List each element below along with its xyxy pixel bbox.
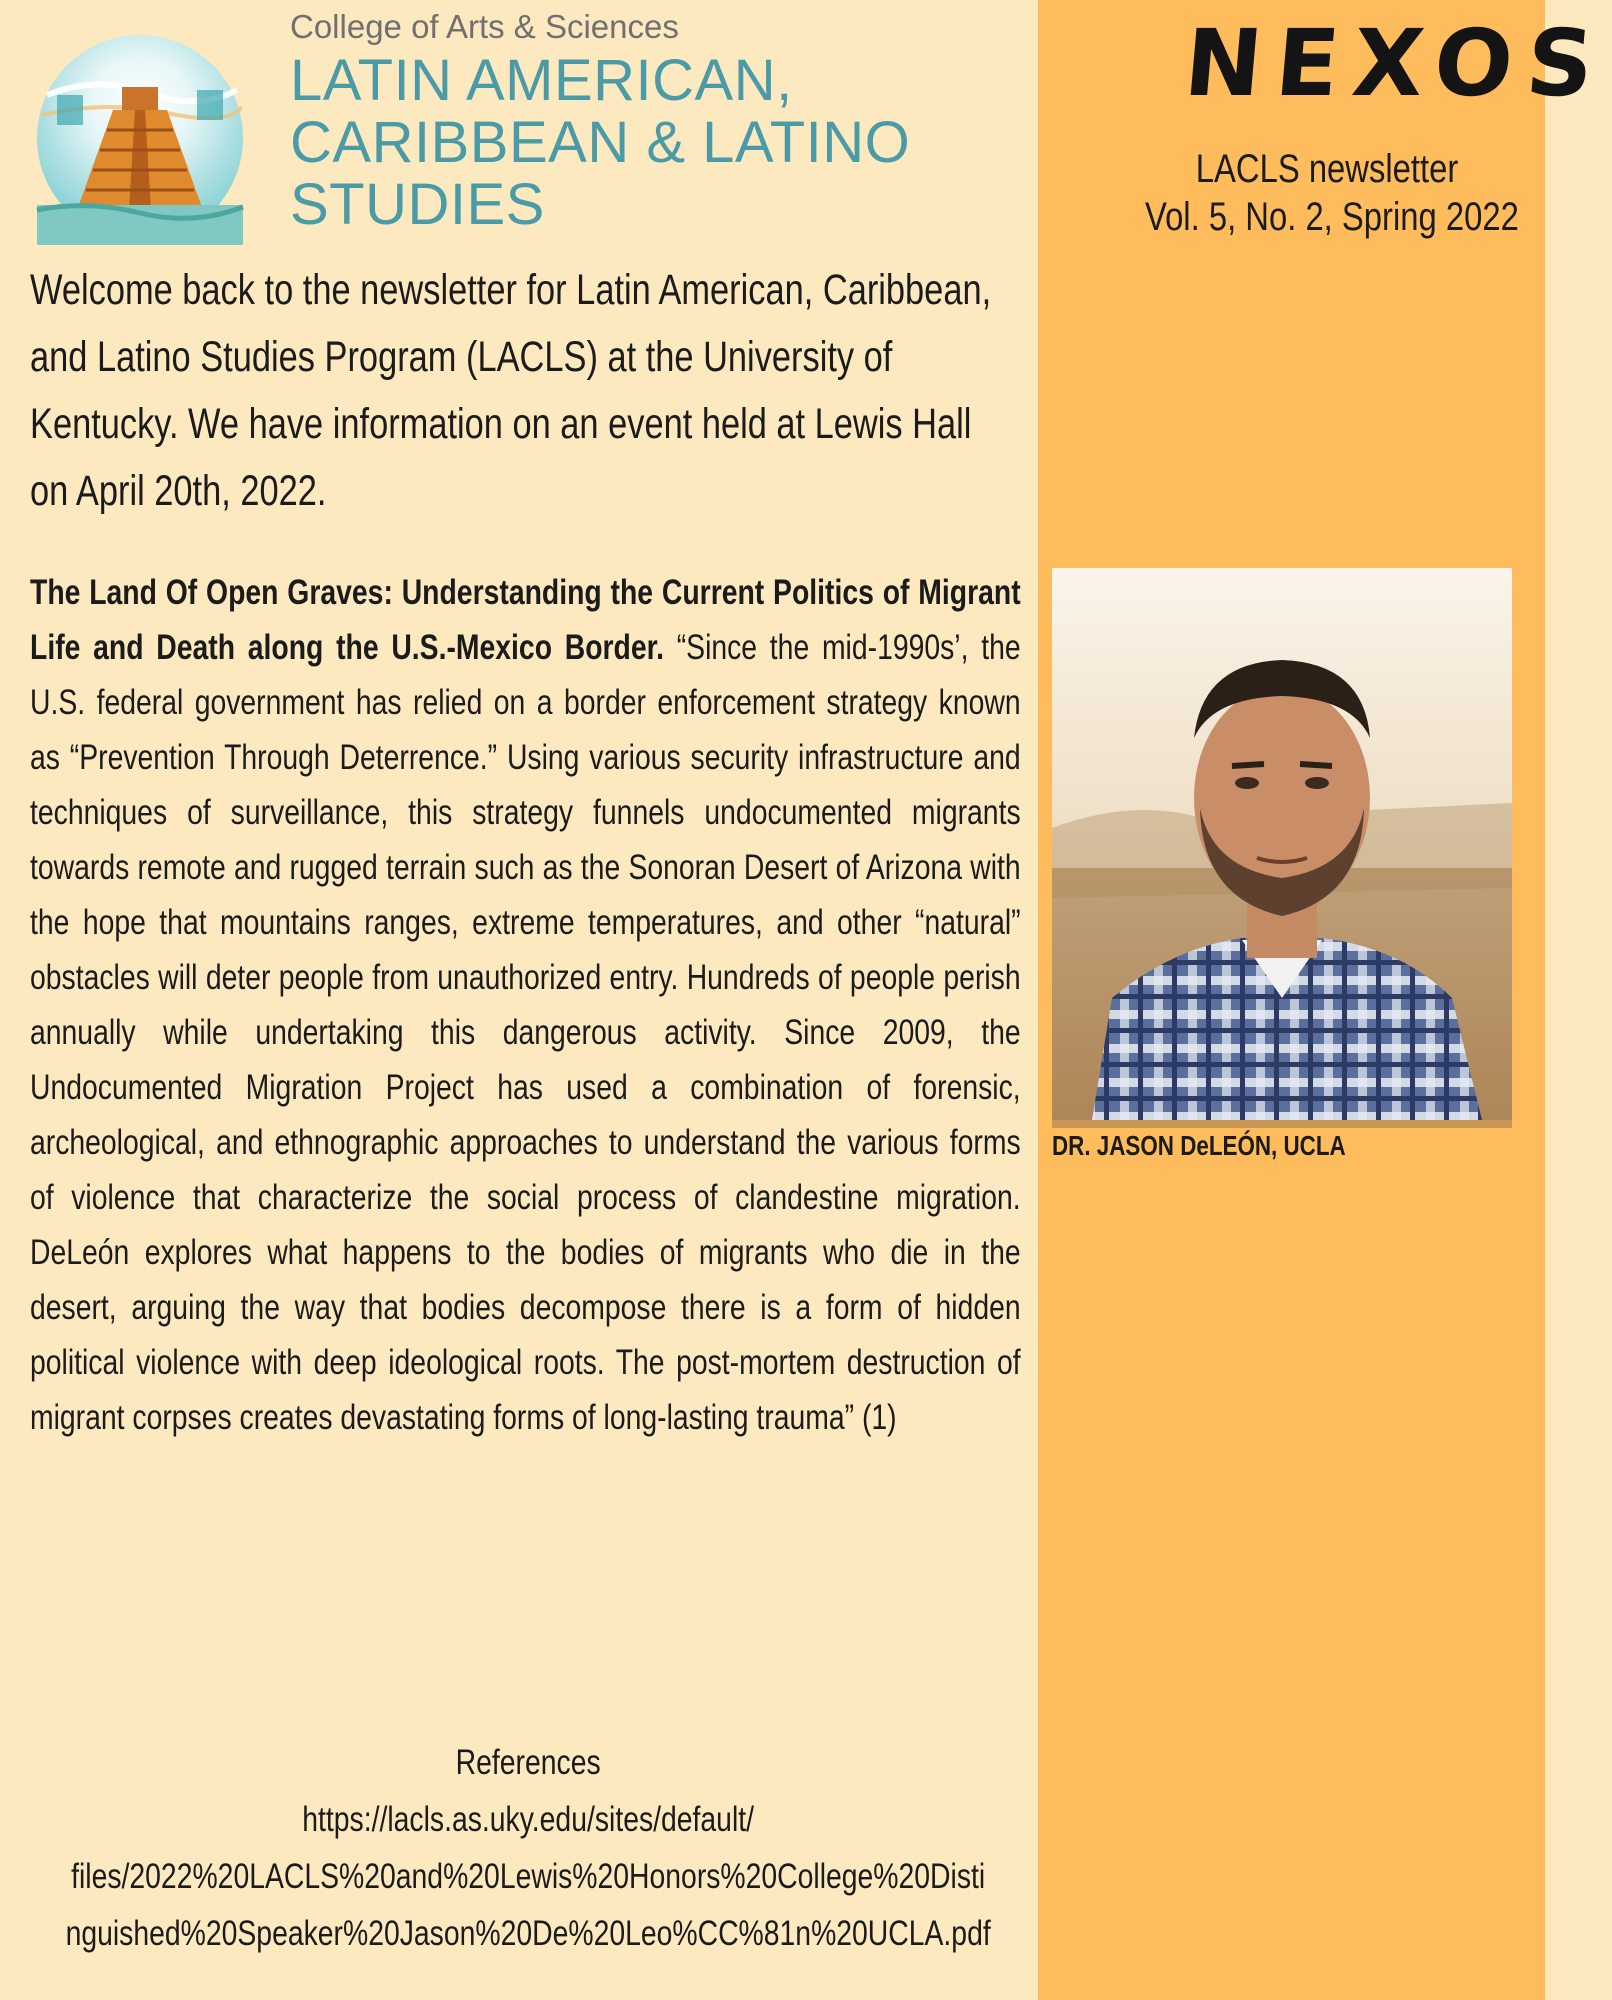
newsletter-title: NEXOS [1180,10,1612,117]
reference-url-line: files/2022%20LACLS%20and%20Lewis%20Honors%20College%20Disti [71,1857,986,1896]
references-heading: References [455,1743,601,1782]
program-logo [37,35,243,241]
program-name-line: STUDIES [290,172,545,237]
program-name-line: CARIBBEAN & LATINO [290,110,911,175]
article-title: The Land Of Open Graves: Understanding the Current Politics of Migrant Life and Death along the U.S.-Mexico Border. [30,573,1021,667]
pyramid-icon [37,35,243,241]
references-section [30,1734,1026,1962]
reference-url-line: https://lacls.as.uky.edu/sites/default/ [302,1800,755,1839]
reference-url-line: nguished%20Speaker%20Jason%20De%20Leo%CC%81n%20UCLA.pdf [65,1914,991,1953]
issue-info [1145,145,1519,241]
photo-caption: DR. JASON DeLEÓN, UCLA [1052,1130,1346,1161]
article-paragraph [30,565,1021,1445]
program-name [290,50,1010,236]
program-name-line: LATIN AMERICAN, [290,48,793,113]
speaker-photo [1052,568,1512,1120]
article-body: “Since the mid-1990s’, the U.S. federal government has relied on a border enforcement strategy known as “Prevention Through Deterrence.” Using various security infrastructure and techniques of surveillance, this strategy funnels undocumented migrants towards remote and rugged terrain such as the Sonoran Desert of Arizona with the hope that mountains ranges, extreme temperatures, and other “natural” obstacles will deter people from unauthorized entry. Hundreds of people perish annually while undertaking this dangerous activity. Since 2009, the Undocumented Migration Project has used a combination of forensic, archeological, and ethnographic approaches to understand the various forms of violence that characterize the social process of clandestine migration. DeLeón explores what happens to the bodies of migrants who die in the desert, arguing the way that bodies decompose there is a form of hidden political violence with deep ideological roots. The post-mortem destruction of migrant corpses creates devastating forms of long-lasting trauma” (1) [30,628,1021,1437]
newsletter-label: LACLS newsletter [1195,147,1459,191]
intro-paragraph: Welcome back to the newsletter for Latin American, Caribbean, and Latino Studies Program (LACLS) at the University of Kentucky. We have information on an event held at Lewis Hall on April 20th, 2022. [30,266,992,515]
college-name: College of Arts & Sciences [290,8,679,45]
issue-volume: Vol. 5, No. 2, Spring 2022 [1145,195,1519,239]
